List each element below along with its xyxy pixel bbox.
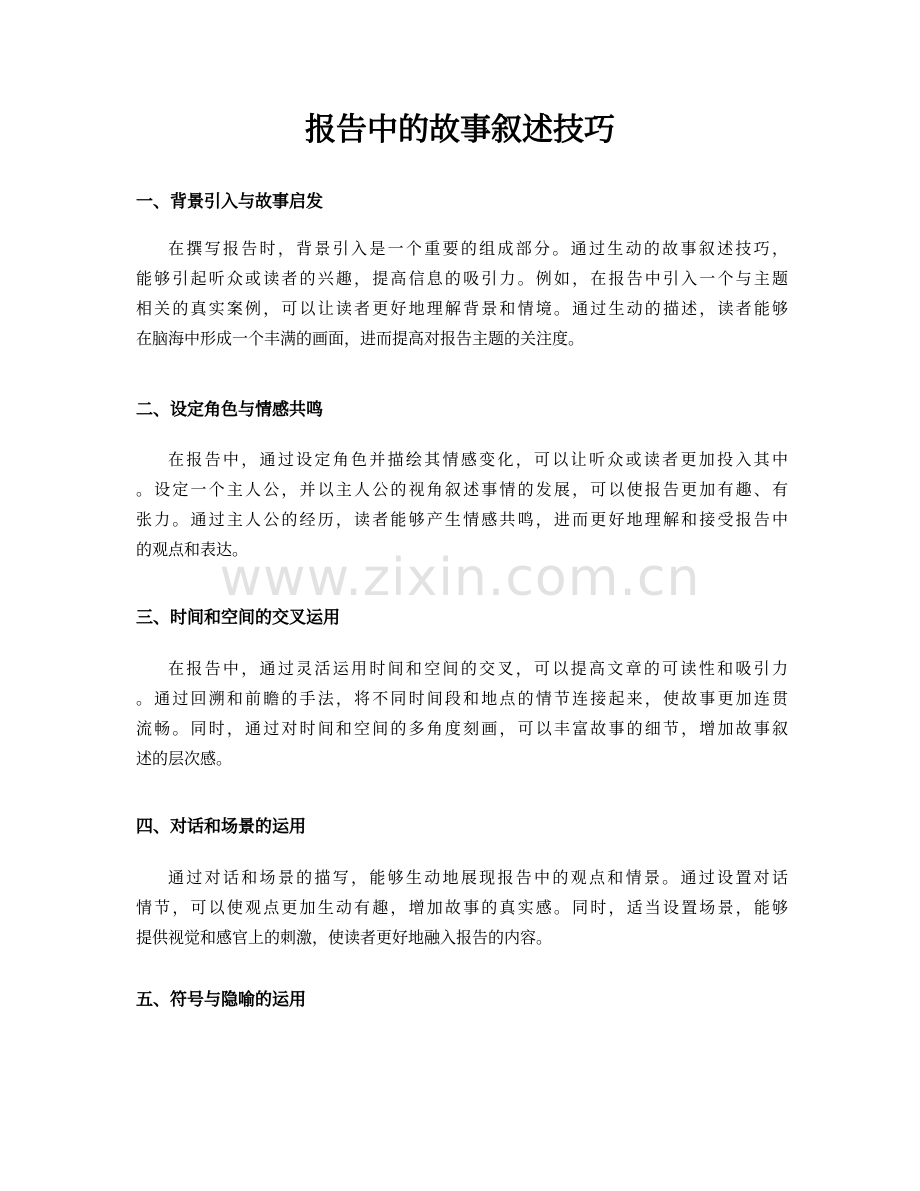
section-heading-5: 五、符号与隐喻的运用	[136, 990, 306, 1010]
paragraph-line: 。设定一个主人公，并以主人公的视角叙述事情的发展，可以使报告更加有趣、有	[136, 480, 788, 499]
section-paragraph-4	[136, 863, 788, 953]
paragraph-line: 述的层次感。	[136, 749, 233, 768]
section-heading-4: 四、对话和场景的运用	[136, 817, 306, 837]
paragraph-line: 情节，可以使观点更加生动有趣，增加故事的真实感。同时，适当设置场景，能够	[136, 898, 788, 917]
paragraph-line: 的观点和表达。	[136, 540, 249, 559]
paragraph-line: 。通过回溯和前瞻的手法，将不同时间段和地点的情节连接起来，使故事更加连贯	[136, 689, 788, 708]
paragraph-line: 相关的真实案例，可以让读者更好地理解背景和情境。通过生动的描述，读者能够	[136, 299, 788, 318]
paragraph-line: 通过对话和场景的描写，能够生动地展现报告中的观点和情景。通过设置对话	[168, 868, 788, 887]
paragraph-line: 在脑海中形成一个丰满的画面，进而提高对报告主题的关注度。	[136, 329, 585, 348]
section-heading-1: 一、背景引入与故事启发	[136, 192, 323, 212]
paragraph-line: 在报告中，通过设定角色并描绘其情感变化，可以让听众或读者更加投入其中	[168, 450, 788, 469]
section-heading-2: 二、设定角色与情感共鸣	[136, 400, 323, 420]
section-paragraph-3	[136, 654, 788, 774]
paragraph-line: 能够引起听众或读者的兴趣，提高信息的吸引力。例如，在报告中引入一个与主题	[136, 269, 788, 288]
paragraph-line: 在报告中，通过灵活运用时间和空间的交叉，可以提高文章的可读性和吸引力	[168, 659, 788, 678]
paragraph-line: 流畅。同时，通过对时间和空间的多角度刻画，可以丰富故事的细节，增加故事叙	[136, 719, 788, 738]
paragraph-line: 提供视觉和感官上的刺激，使读者更好地融入报告的内容。	[136, 928, 553, 947]
watermark: www.zixin.com.cn	[219, 548, 701, 608]
paragraph-line: 张力。通过主人公的经历，读者能够产生情感共鸣，进而更好地理解和接受报告中	[136, 510, 788, 529]
section-heading-3: 三、时间和空间的交叉运用	[136, 608, 340, 628]
section-paragraph-1	[136, 234, 788, 354]
section-paragraph-2	[136, 445, 788, 565]
document-title: 报告中的故事叙述技巧	[305, 112, 615, 148]
paragraph-line: 在撰写报告时，背景引入是一个重要的组成部分。通过生动的故事叙述技巧，	[168, 239, 788, 258]
